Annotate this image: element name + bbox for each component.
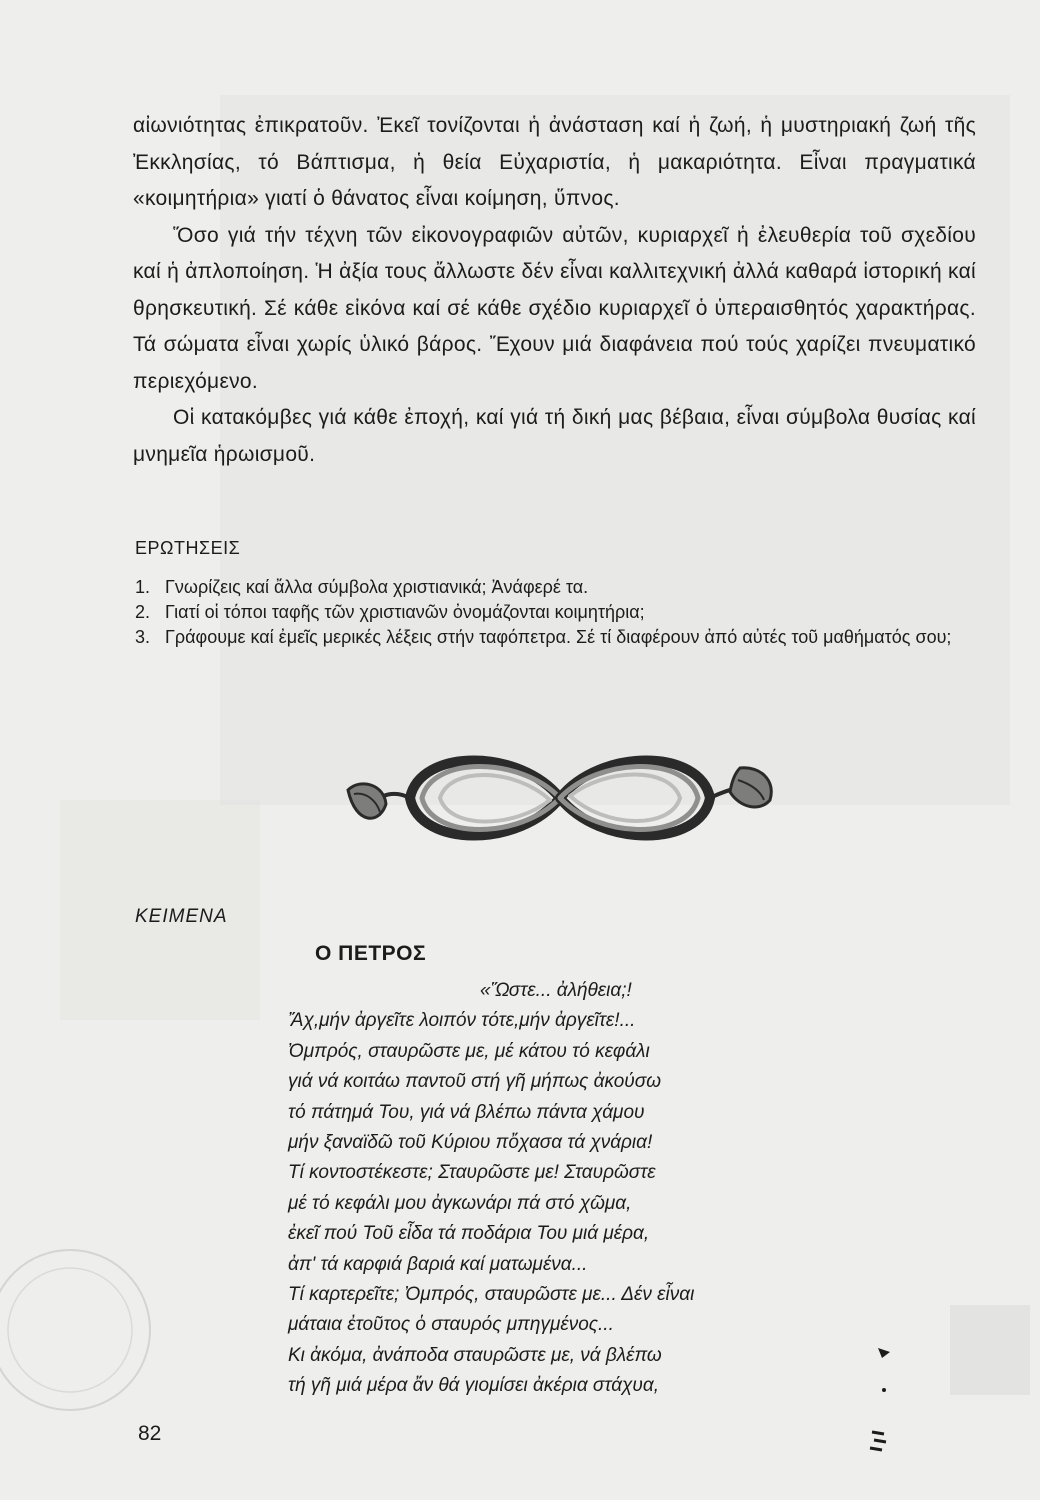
interlaced-knot-with-leaves-icon: [340, 728, 780, 873]
page-number: 82: [138, 1422, 162, 1445]
poem-line: Τί κοντοστέκεστε; Σταυρῶστε με! Σταυρῶστε: [288, 1162, 656, 1184]
intro-paragraph: Οἱ κατακόμβες γιά κάθε ἐποχή, καί γιά τή δική μας βέβαια, εἶναι σύμβολα θυσίας καί μνημεῖα ἡρωισμοῦ.: [133, 406, 976, 466]
intro-paragraph: αἰωνιότητας ἐπικρατοῦν. Ἐκεῖ τονίζονται ἡ ἀνάσταση καί ἡ ζωή, ἡ μυστηριακή ζωή τῆς Ἐκκλησίας, τό Βάπτισμα, ἡ θεία Εὐχαριστία, ἡ μακαριότητα. Εἶναι πραγματικά «κοιμητήρια» γιατί ὁ θάνατος εἶναι κοίμηση, ὕπνος.: [133, 114, 976, 210]
questions-heading: ΕΡΩΤΗΣΕΙΣ: [135, 538, 241, 558]
question-text: Γιατί οἱ τόποι ταφῆς τῶν χριστιανῶν ὀνομάζονται κοιμητήρια;: [165, 602, 645, 622]
question-item: [135, 575, 985, 600]
intro-prose: [133, 108, 976, 473]
poem-line: τή γῆ μιά μέρα ἄν θά γιομίσει ἀκέρια στάχυα,: [288, 1375, 659, 1397]
poem-line: «Ὥστε... ἀλήθεια;!: [480, 980, 632, 1001]
poem-line: Ἄχ,μήν ἀργεῖτε λοιπόν τότε,μήν ἀργεῖτε!...: [288, 1010, 636, 1032]
intro-paragraph: Ὅσο γιά τήν τέχνη τῶν εἰκονογραφιῶν αὐτῶν, κυριαρχεῖ ἡ ἐλευθερία τοῦ σχεδίου καί ἡ ἀπλοποίηση. Ἡ ἀξία τους ἄλλωστε δέν εἶναι καλλιτεχνική ἀλλά καθαρά ἱστορική καί θρησκευτική. Σέ κάθε εἰκόνα καί σέ κάθε σχέδιο κυριαρχεῖ ὁ ὑπεραισθητός χαρακτήρας. Τά σώματα εἶναι χωρίς ὑλικό βάρος. Ἔχουν μιά διαφάνεια πού τούς χαρίζει πνευματικό περιεχόμενο.: [133, 223, 977, 393]
poem-line: μέ τό κεφάλι μου ἀγκωνάρι πά στό χῶμα,: [288, 1192, 632, 1214]
poem-line: Ὀμπρός, σταυρῶστε με, μέ κάτου τό κεφάλι: [288, 1040, 650, 1062]
poem-title: Ο ΠΕΤΡΟΣ: [315, 942, 427, 965]
poem-line: μάταια ἐτοῦτος ὁ σταυρός μπηγμένος...: [288, 1314, 614, 1336]
margin-ink-marks: [860, 1320, 900, 1480]
poem-line: ἀπ' τά καρφιά βαριά καί ματωμένα...: [288, 1253, 588, 1275]
poem-line: Κι ἀκόμα, ἀνάποδα σταυρῶστε με, νά βλέπω: [288, 1344, 662, 1366]
poem-line: μήν ξαναϊδῶ τοῦ Κύριου πὄχασα τά χνάρια!: [288, 1132, 653, 1154]
question-text: Γνωρίζεις καί ἄλλα σύμβολα χριστιανικά; Ἀνάφερέ τα.: [165, 577, 589, 597]
question-number: 3.: [135, 627, 151, 647]
poem-line: γιά νά κοιτάω παντοῦ στή γῆ μήπως ἀκούσω: [288, 1071, 662, 1093]
question-number: 2.: [135, 602, 151, 622]
poem-body: [288, 976, 848, 1402]
question-item: [135, 600, 985, 625]
question-text: Γράφουμε καί ἐμεῖς μερικές λέξεις στήν ταφόπετρα. Σέ τί διαφέρουν ἀπό αὐτές τοῦ μαθήματός σου;: [165, 627, 952, 647]
question-item: [135, 625, 985, 650]
texts-section-label: ΚΕΙΜΕΝΑ: [135, 906, 228, 927]
poem-line: τό πάτημά Του, γιά νά βλέπω πάντα χάμου: [288, 1101, 645, 1123]
poem-line: Τί καρτερεῖτε; Ὀμπρός, σταυρῶστε με... Δέν εἶναι: [288, 1284, 695, 1306]
questions-list: [135, 575, 985, 650]
poem-line: ἐκεῖ πού Τοῦ εἶδα τά ποδάρια Του μιά μέρα,: [288, 1223, 650, 1245]
question-number: 1.: [135, 577, 151, 597]
